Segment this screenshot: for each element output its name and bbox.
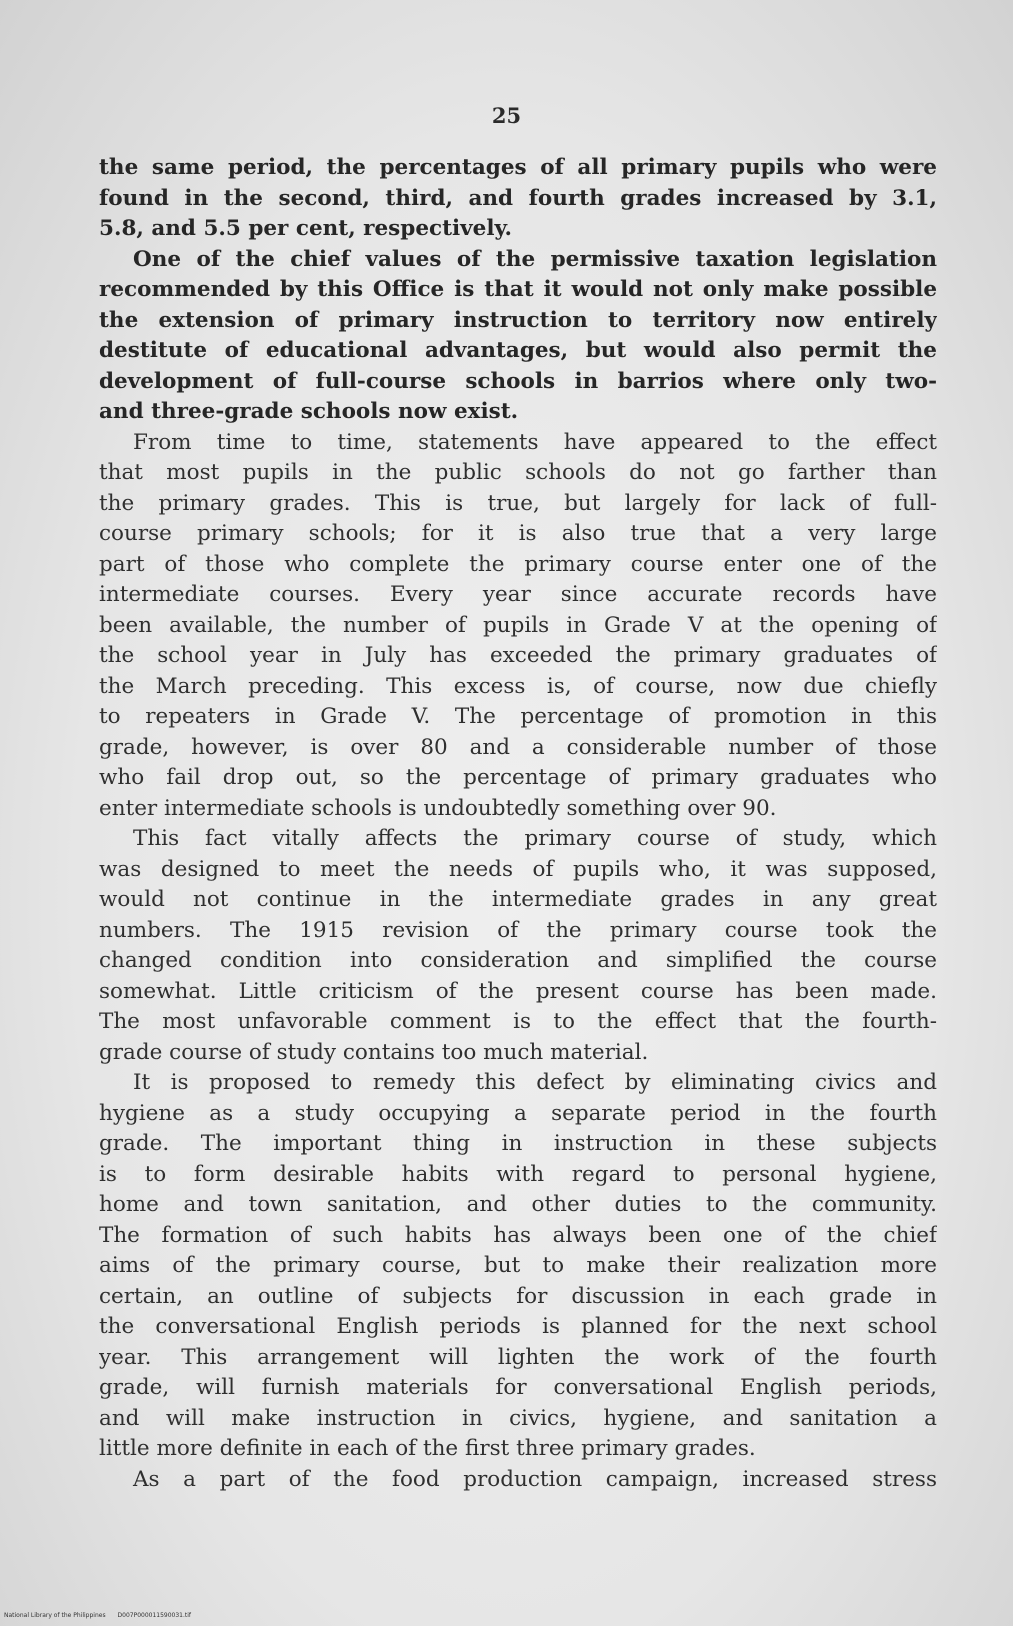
text-line: who fail drop out, so the percentage of primary graduates who <box>99 765 937 790</box>
text-line: the same period, the percentages of all primary pupils who were <box>99 155 937 180</box>
paragraph <box>99 428 937 825</box>
text-line: year. This arrangement will lighten the work of the fourth <box>99 1344 937 1370</box>
text-line: the school year in July has exceeded the primary graduates of <box>99 643 937 668</box>
text-line: is to form desirable habits with regard to personal hygiene, <box>99 1161 937 1187</box>
text-line: development of full-course schools in barrios where only two- <box>99 368 937 394</box>
text-line: From time to time, statements have appeared to the effect <box>133 429 937 455</box>
text-line: numbers. The 1915 revision of the primary course took the <box>99 917 937 943</box>
text-line: little more definite in each of the first three primary grades. <box>99 1436 756 1461</box>
text-line: destitute of educational advantages, but would also permit the <box>99 338 937 363</box>
text-line: recommended by this Office is that it would not only make possible <box>99 277 937 302</box>
body-text <box>99 153 937 1495</box>
text-line: to repeaters in Grade V. The percentage of promotion in this <box>99 704 937 729</box>
text-line: As a part of the food production campaign, increased stress <box>133 1466 937 1492</box>
text-line: The formation of such habits has always been one of the chief <box>99 1222 937 1248</box>
text-line: 5.8, and 5.5 per cent, respectively. <box>99 216 513 241</box>
text-line: and three-grade schools now exist. <box>99 399 519 424</box>
text-line: the conversational English periods is planned for the next school <box>99 1314 937 1339</box>
text-line: would not continue in the intermediate grades in any great <box>99 887 937 912</box>
text-line: One of the chief values of the permissive taxation legislation <box>133 246 937 272</box>
text-line: the primary grades. This is true, but largely for lack of full- <box>99 490 937 516</box>
text-line: grade. The important thing in instruction in these subjects <box>99 1131 937 1156</box>
text-line: grade, however, is over 80 and a considerable number of those <box>99 734 937 760</box>
text-line: somewhat. Little criticism of the present course has been made. <box>99 978 937 1004</box>
page-number: 25 <box>491 103 522 128</box>
text-line: grade, will furnish materials for conversational English periods, <box>99 1375 937 1400</box>
text-line: part of those who complete the primary course enter one of the <box>99 551 937 577</box>
text-line: This fact vitally affects the primary course of study, which <box>133 826 937 851</box>
text-line: grade course of study contains too much material. <box>99 1039 649 1065</box>
text-line: hygiene as a study occupying a separate period in the fourth <box>99 1100 937 1126</box>
text-line: intermediate courses. Every year since accurate records have <box>99 582 937 607</box>
text-line: the extension of primary instruction to territory now entirely <box>99 307 937 333</box>
text-line: The most unfavorable comment is to the effect that the fourth- <box>99 1009 937 1034</box>
scan-footer <box>4 1612 201 1619</box>
paragraph <box>99 824 937 1068</box>
text-line: that most pupils in the public schools do not go farther than <box>99 460 937 485</box>
paragraph <box>99 245 937 428</box>
text-line: changed condition into consideration and simplified the course <box>99 948 937 973</box>
text-line: aims of the primary course, but to make their realization more <box>99 1253 937 1278</box>
footer-code: D007P000011590031.tif <box>117 1612 192 1619</box>
text-line: and will make instruction in civics, hygiene, and sanitation a <box>99 1405 937 1431</box>
text-line: was designed to meet the needs of pupils who, it was supposed, <box>99 856 937 882</box>
footer-library: National Library of the Philippines <box>4 1612 106 1619</box>
paragraph <box>99 153 937 245</box>
text-line: It is proposed to remedy this defect by eliminating civics and <box>133 1070 937 1095</box>
text-line: the March preceding. This excess is, of course, now due chiefly <box>99 673 937 699</box>
paragraph <box>99 1068 937 1465</box>
text-line: course primary schools; for it is also true that a very large <box>99 521 937 546</box>
paragraph <box>99 1465 937 1496</box>
text-line: certain, an outline of subjects for discussion in each grade in <box>99 1283 937 1309</box>
text-line: been available, the number of pupils in Grade V at the opening of <box>99 612 937 638</box>
text-line: found in the second, third, and fourth grades increased by 3.1, <box>99 185 937 211</box>
text-line: enter intermediate schools is undoubtedly something over 90. <box>99 795 777 821</box>
text-line: home and town sanitation, and other duties to the community. <box>99 1192 937 1217</box>
